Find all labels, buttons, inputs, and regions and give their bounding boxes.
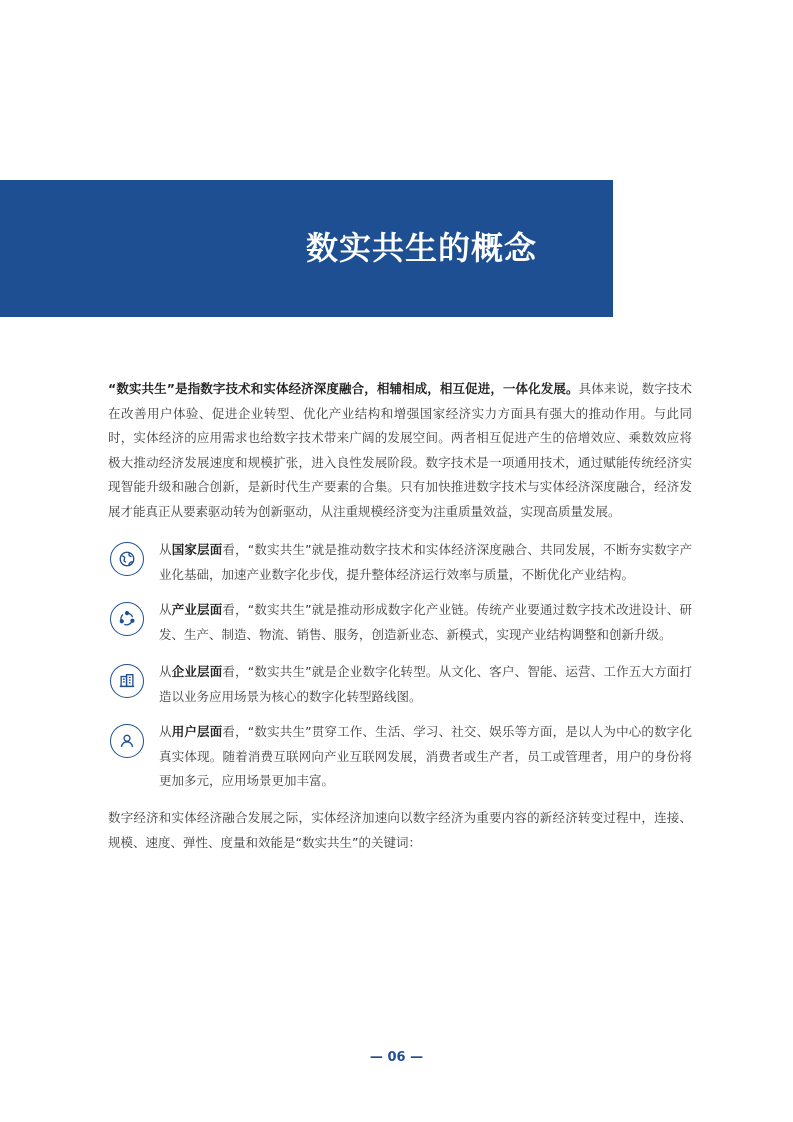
- level-text: 看，“数实共生”就是企业数字化转型。从文化、客户、智能、运营、工作五大方面打造以业务应用场景为核心的数字化转型路线图。: [159, 664, 692, 704]
- user-icon: [110, 724, 144, 758]
- level-name: 用户层面: [171, 724, 223, 739]
- closing-paragraph: 数字经济和实体经济融合发展之际，实体经济加速向以数字经济为重要内容的新经济转变过程中，连接、规模、速度、弹性、度量和效能是“数实共生”的关键词：: [108, 810, 692, 850]
- level-item-user: [108, 720, 692, 794]
- page-title: 数实共生的概念: [305, 229, 537, 267]
- level-prefix: 从: [159, 602, 172, 617]
- level-prefix: 从: [159, 724, 172, 739]
- level-prefix: 从: [159, 542, 172, 557]
- page-number: — 06 —: [369, 1050, 424, 1065]
- level-item-industry: [108, 598, 692, 647]
- level-text: 看，“数实共生”就是推动数字技术和实体经济深度融合、共同发展，不断夯实数字产业化基础，加速产业数字化步伐，提升整体经济运行效率与质量，不断优化产业结构。: [159, 542, 692, 582]
- intro-lead: “数实共生”是指数字技术和实体经济深度融合，相辅相成，相互促进，一体化发展。: [108, 381, 579, 396]
- level-name: 产业层面: [171, 602, 223, 617]
- title-banner: [0, 180, 613, 317]
- level-name: 国家层面: [171, 542, 223, 557]
- level-prefix: 从: [159, 664, 172, 679]
- globe-icon: [110, 542, 144, 576]
- level-text: 看，“数实共生”贯穿工作、生活、学习、社交、娱乐等方面，是以人为中心的数字化真实体现。随着消费互联网向产业互联网发展，消费者或生产者，员工或管理者，用户的身份将更加多元，应用场景更加丰富。: [159, 724, 692, 789]
- building-icon: [110, 664, 144, 698]
- level-text: 看，“数实共生”就是推动形成数字化产业链。传统产业要通过数字技术改进设计、研发、生产、制造、物流、销售、服务，创造新业态、新模式，实现产业结构调整和创新升级。: [159, 602, 692, 642]
- level-item-national: [108, 538, 692, 587]
- level-item-enterprise: [108, 660, 692, 709]
- cycle-icon: [110, 602, 144, 636]
- level-name: 企业层面: [171, 664, 223, 679]
- intro-body: 具体来说，数字技术在改善用户体验、促进企业转型、优化产业结构和增强国家经济实力方面具有强大的推动作用。与此同时，实体经济的应用需求也给数字技术带来广阔的发展空间。两者相互促进产生的倍增效应、乘数效应将极大推动经济发展速度和规模扩张，进入良性发展阶段。数字技术是一项通用技术，通过赋能传统经济实现智能升级和融合创新，是新时代生产要素的合集。只有加快推进数字技术与实体经济深度融合，经济发展才能真正从要素驱动转为创新驱动，从注重规模经济变为注重质量效益，实现高质量发展。: [108, 381, 692, 519]
- intro-paragraph: [108, 377, 692, 525]
